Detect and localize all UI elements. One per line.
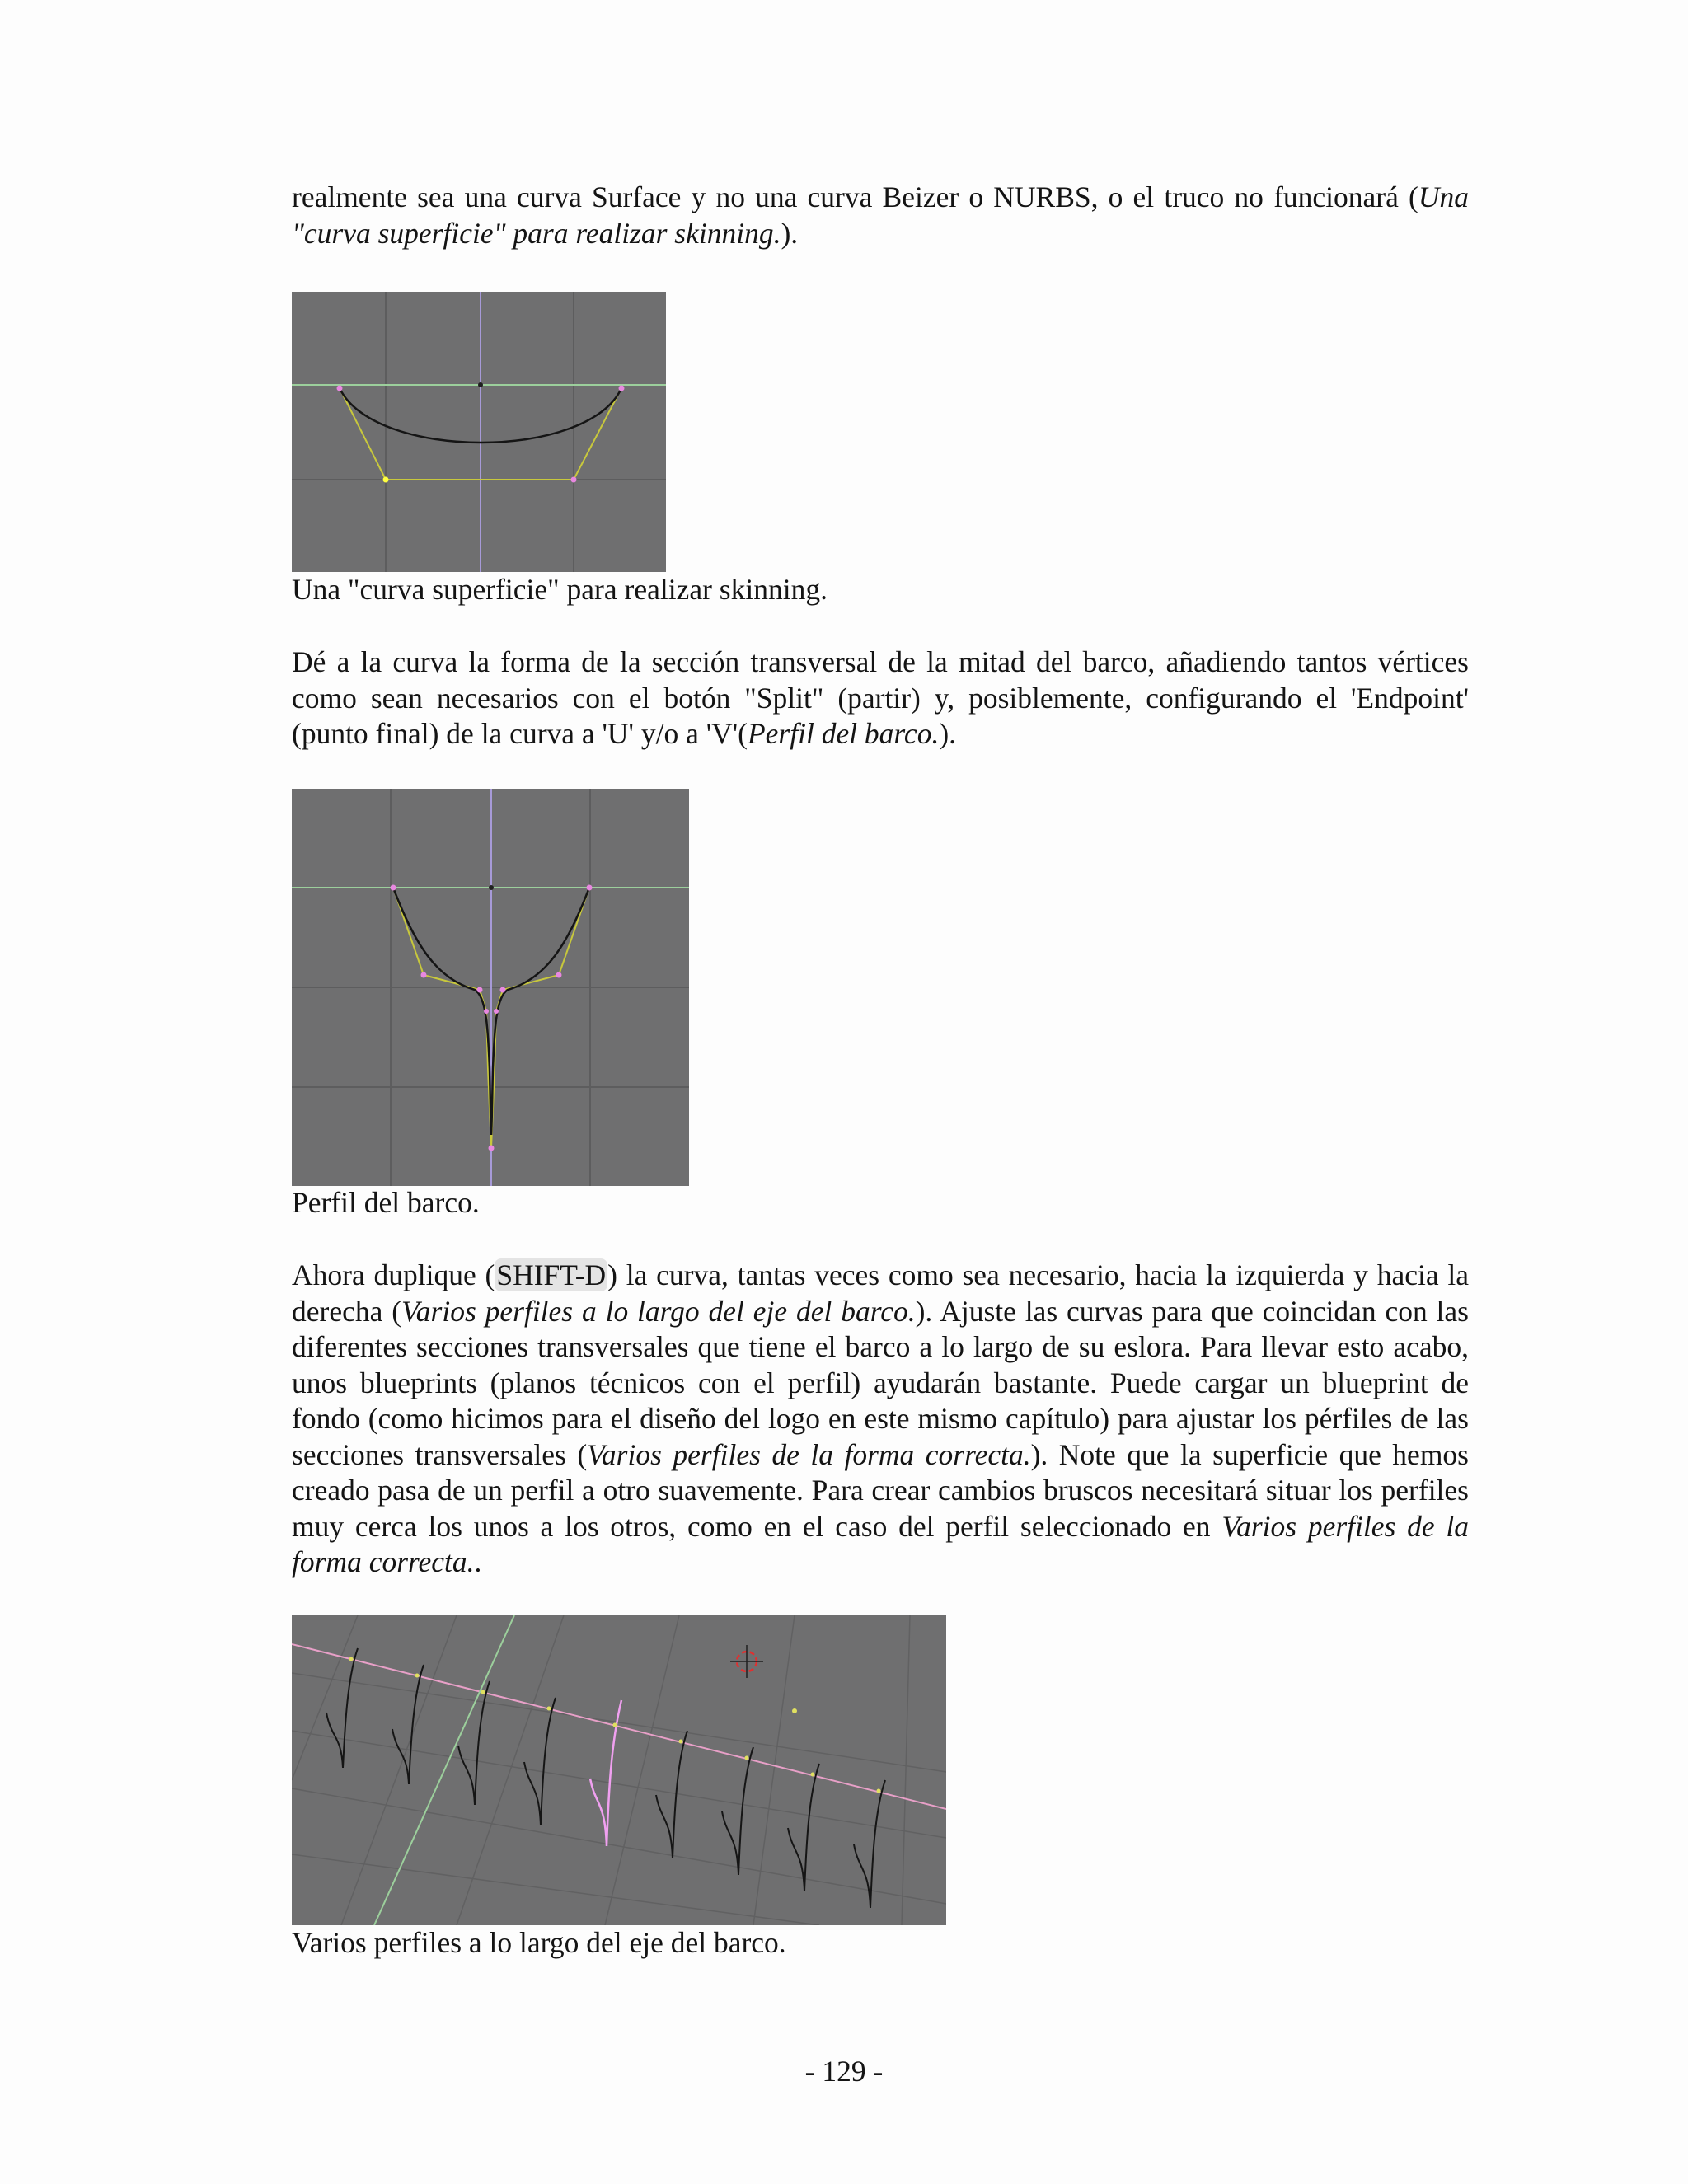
paragraph-2-end: ). bbox=[939, 717, 957, 750]
paragraph-2-ref: Perfil del barco. bbox=[747, 717, 940, 750]
paragraph-2-text: Dé a la curva la forma de la sección transversal de la mitad del barco, añadiendo tantos vértices como sean necesarios con el botón "Split" (partir) y, posiblemente, configurando el 'Endpoint' (punto final) de la curva a 'U' y/o a 'V'( bbox=[292, 645, 1469, 750]
paragraph-1 bbox=[292, 180, 1469, 251]
paragraph-3-part-4: ). Note que la superficie que hemos creado pasa de un perfil a otro suavemente. Para crear cambios bruscos necesitará situar los perfiles muy cerca los unos a los otros, como en el caso del perfil seleccionado en bbox=[292, 1437, 1469, 1543]
paragraph-3-part-3: ). Ajuste las curvas para que coincidan con las diferentes secciones transversales que tiene el barco a lo largo de su eslora. Para llevar esto acabo, unos blueprints (planos técnicos con el perfil) ayudarán bastante. Puede cargar un blueprint de fondo (como hicimos para el diseño del logo en este mismo capítulo) para ajustar los pérfiles de las secciones transversales ( bbox=[292, 1294, 1469, 1471]
figure-multiple-profiles bbox=[292, 1615, 946, 1925]
keyboard-shortcut: SHIFT-D bbox=[496, 1258, 607, 1291]
figure-surface-curve bbox=[292, 292, 666, 572]
paragraph-1-end: ). bbox=[781, 216, 799, 250]
paragraph-3-ref-3: Varios perfiles de la forma correcta. bbox=[292, 1509, 1469, 1578]
page-number: - 129 - bbox=[804, 2055, 884, 2088]
paragraph-3-part-2: ) la curva, tantas veces como sea necesario, hacia la izquierda y hacia la derecha ( bbox=[292, 1258, 1469, 1328]
figure-3-caption: Varios perfiles a lo largo del eje del barco. bbox=[292, 1926, 786, 1959]
paragraph-3-ref-2: Varios perfiles de la forma correcta. bbox=[587, 1437, 1031, 1471]
viewport-background bbox=[292, 1615, 946, 1925]
paragraph-1-text: realmente sea una curva Surface y no una curva Beizer o NURBS, o el truco no funcionará ( bbox=[292, 180, 1418, 213]
object-center bbox=[478, 382, 483, 387]
paragraph-3-part-5: . bbox=[474, 1545, 482, 1578]
object-center bbox=[489, 885, 494, 890]
selected-control-point bbox=[383, 477, 389, 483]
paragraph-2 bbox=[292, 644, 1469, 752]
paragraph-3 bbox=[292, 1258, 1469, 1581]
figure-ship-profile bbox=[292, 789, 689, 1186]
figure-1-caption: Una "curva superficie" para realizar skinning. bbox=[292, 573, 828, 606]
figure-2-caption: Perfil del barco. bbox=[292, 1186, 480, 1219]
paragraph-1-ref: Una "curva superficie" para realizar skinning. bbox=[292, 180, 1469, 250]
viewport-background bbox=[292, 292, 666, 572]
paragraph-3-part-1: Ahora duplique ( bbox=[292, 1258, 495, 1291]
paragraph-3-ref-1: Varios perfiles a lo largo del eje del barco. bbox=[401, 1294, 916, 1328]
